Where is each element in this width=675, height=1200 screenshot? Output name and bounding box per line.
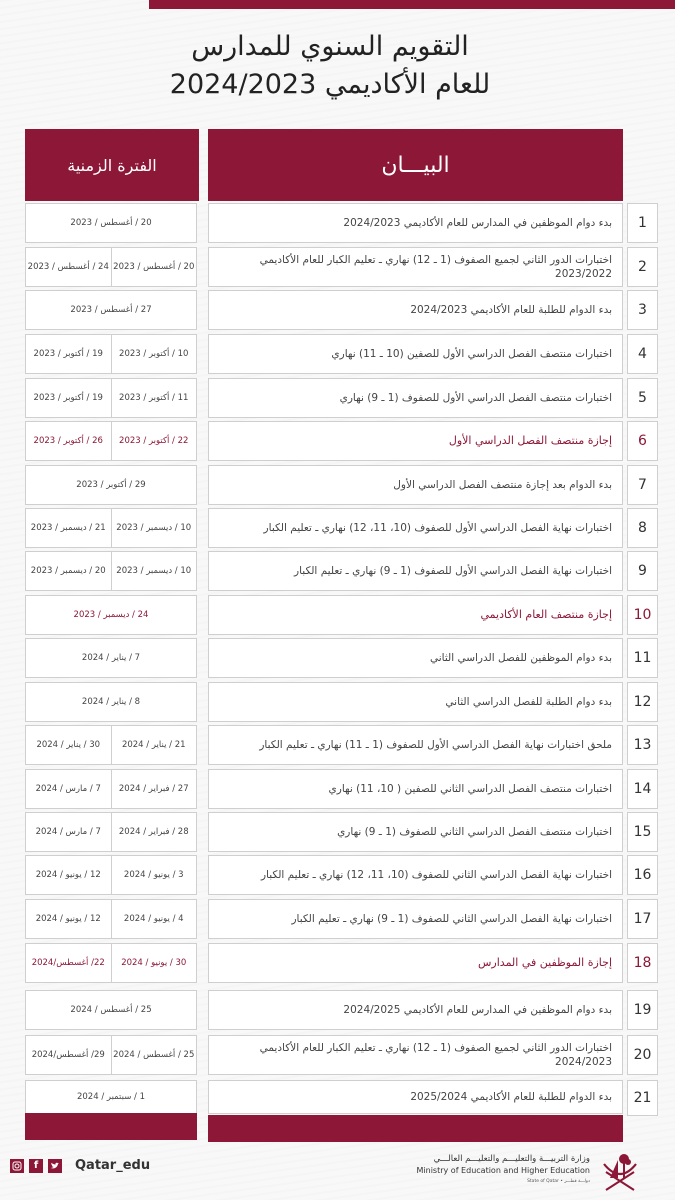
description-cell: اختبارات الدور الثاني لجميع الصفوف (1 ـ 12) نهاري ـ تعليم الكبار للعام الأكاديمي 2023/2022 <box>208 247 623 287</box>
column-header-description: البيـــان <box>208 129 623 201</box>
start-date: 10 / ديسمبر / 2023 <box>116 523 192 533</box>
row-number: 17 <box>627 899 658 939</box>
start-date: 28 / فبراير / 2024 <box>118 827 189 837</box>
row-number: 8 <box>627 508 658 548</box>
description-cell: بدء الدوام للطلبة للعام الأكاديمي 2025/2024 <box>208 1080 623 1114</box>
row-number: 7 <box>627 465 658 505</box>
row-number: 16 <box>627 855 658 895</box>
start-date: 27 / أغسطس / 2023 <box>70 305 152 315</box>
qatar-emblem-icon <box>598 1150 642 1194</box>
start-date: 1 / سبتمبر / 2024 <box>76 1092 146 1102</box>
description-cell: بدء الدوام بعد إجازة منتصف الفصل الدراسي الأول <box>208 465 623 505</box>
period-cell <box>25 465 197 505</box>
row-number: 9 <box>627 551 658 591</box>
row-number: 12 <box>627 682 658 722</box>
start-date: 25 / أغسطس / 2024 <box>113 1050 195 1060</box>
period-cell <box>25 203 197 243</box>
period-cell <box>25 855 197 895</box>
end-date: 21 / ديسمبر / 2023 <box>26 509 112 547</box>
end-date: 19 / أكتوبر / 2023 <box>26 379 112 417</box>
facebook-icon[interactable]: f <box>29 1159 43 1173</box>
row-number: 6 <box>627 421 658 461</box>
start-date: 10 / أكتوبر / 2023 <box>119 349 189 359</box>
description-cell: اختبارات منتصف الفصل الدراسي الثاني للصفوف (1 ـ 9) نهاري <box>208 812 623 852</box>
start-date: 30 / يونيو / 2024 <box>121 958 187 968</box>
page-title-line2: للعام الأكاديمي 2024/2023 <box>169 69 491 100</box>
row-number: 3 <box>627 290 658 330</box>
description-cell: اختبارات منتصف الفصل الدراسي الأول للصفين (10 ـ 11) نهاري <box>208 334 623 374</box>
top-accent-bar <box>149 0 675 9</box>
row-number: 1 <box>627 203 658 243</box>
period-cell <box>25 1080 197 1114</box>
table-footer-bar-left <box>25 1113 197 1140</box>
row-number: 14 <box>627 769 658 809</box>
description-cell: اختبارات نهاية الفصل الدراسي الثاني للصفوف (10، 11، 12) نهاري ـ تعليم الكبار <box>208 855 623 895</box>
description-cell: ملحق اختبارات نهاية الفصل الدراسي الأول للصفوف (1 ـ 11) نهاري ـ تعليم الكبار <box>208 725 623 765</box>
start-date: 20 / أغسطس / 2023 <box>70 218 152 228</box>
period-cell <box>25 421 197 461</box>
description-cell: اختبارات نهاية الفصل الدراسي الثاني للصفوف (1 ـ 9) نهاري ـ تعليم الكبار <box>208 899 623 939</box>
start-date: 8 / يناير / 2024 <box>81 697 141 707</box>
period-cell <box>25 682 197 722</box>
table-footer-bar-right <box>208 1115 623 1142</box>
period-cell <box>25 378 197 418</box>
end-date: 7 / مارس / 2024 <box>26 813 112 851</box>
period-cell <box>25 595 197 635</box>
start-date: 4 / يونيو / 2024 <box>123 914 184 924</box>
ministry-logo <box>416 1150 650 1194</box>
start-date: 25 / أغسطس / 2024 <box>70 1005 152 1015</box>
period-cell <box>25 1035 197 1075</box>
ministry-name-arabic: وزارة التربيـــة والتعليـــم والتعليـــم العالـــي <box>433 1154 590 1164</box>
end-date: 26 / أكتوبر / 2023 <box>26 422 112 460</box>
period-cell <box>25 899 197 939</box>
period-cell <box>25 812 197 852</box>
row-number: 4 <box>627 334 658 374</box>
start-date: 27 / فبراير / 2024 <box>118 784 189 794</box>
end-date: 20 / ديسمبر / 2023 <box>26 552 112 590</box>
start-date: 7 / يناير / 2024 <box>81 653 141 663</box>
description-cell: اختبارات منتصف الفصل الدراسي الأول للصفوف (1 ـ 9) نهاري <box>208 378 623 418</box>
period-cell <box>25 334 197 374</box>
description-cell: بدء الدوام للطلبة للعام الأكاديمي 2024/2023 <box>208 290 623 330</box>
description-cell: اختبارات الدور الثاني لجميع الصفوف (1 ـ 12) نهاري ـ تعليم الكبار للعام الأكاديمي 2024/2023 <box>208 1035 623 1075</box>
start-date: 20 / أغسطس / 2023 <box>113 262 195 272</box>
social-links <box>10 1158 150 1173</box>
start-date: 29 / أكتوبر / 2023 <box>76 480 146 490</box>
period-cell <box>25 638 197 678</box>
description-cell: إجازة منتصف الفصل الدراسي الأول <box>208 421 623 461</box>
start-date: 10 / ديسمبر / 2023 <box>116 566 192 576</box>
description-cell: بدء دوام الموظفين في المدارس للعام الأكاديمي 2024/2025 <box>208 990 623 1030</box>
column-header-period: الفترة الزمنية <box>25 129 199 201</box>
row-number: 5 <box>627 378 658 418</box>
end-date: 12 / يونيو / 2024 <box>26 900 112 938</box>
row-number: 10 <box>627 595 658 635</box>
social-handle[interactable]: Qatar_edu <box>75 1158 151 1173</box>
row-number: 20 <box>627 1035 658 1075</box>
period-cell <box>25 247 197 287</box>
row-number: 11 <box>627 638 658 678</box>
start-date: 21 / يناير / 2024 <box>121 740 186 750</box>
page-title-line1: التقويم السنوي للمدارس <box>191 31 469 62</box>
description-cell: إجازة منتصف العام الأكاديمي <box>208 595 623 635</box>
start-date: 3 / يونيو / 2024 <box>123 870 184 880</box>
period-cell <box>25 990 197 1030</box>
end-date: 22/ أغسطس/2024 <box>26 944 112 982</box>
row-number: 15 <box>627 812 658 852</box>
description-cell: إجازة الموظفين في المدارس <box>208 943 623 983</box>
start-date: 22 / أكتوبر / 2023 <box>119 436 189 446</box>
end-date: 12 / يونيو / 2024 <box>26 856 112 894</box>
description-cell: اختبارات نهاية الفصل الدراسي الأول للصفوف (10، 11، 12) نهاري ـ تعليم الكبار <box>208 508 623 548</box>
end-date: 29/ أغسطس/2024 <box>26 1036 112 1074</box>
instagram-icon[interactable] <box>10 1159 24 1173</box>
end-date: 24 / أغسطس / 2023 <box>26 248 112 286</box>
end-date: 7 / مارس / 2024 <box>26 770 112 808</box>
period-cell <box>25 551 197 591</box>
period-cell <box>25 508 197 548</box>
description-cell: بدء دوام الطلبة للفصل الدراسي الثاني <box>208 682 623 722</box>
row-number: 19 <box>627 990 658 1030</box>
row-number: 13 <box>627 725 658 765</box>
row-number: 21 <box>627 1080 658 1116</box>
description-cell: بدء دوام الموظفين في المدارس للعام الأكاديمي 2024/2023 <box>208 203 623 243</box>
period-cell <box>25 290 197 330</box>
description-cell: اختبارات منتصف الفصل الدراسي الثاني للصفين ( 10، 11) نهاري <box>208 769 623 809</box>
start-date: 24 / ديسمبر / 2023 <box>73 610 149 620</box>
description-cell: اختبارات نهاية الفصل الدراسي الأول للصفوف (1 ـ 9) نهاري ـ تعليم الكبار <box>208 551 623 591</box>
row-number: 18 <box>627 943 658 983</box>
twitter-icon[interactable] <box>48 1159 62 1173</box>
end-date: 19 / أكتوبر / 2023 <box>26 335 112 373</box>
ministry-name-english: Ministry of Education and Higher Education <box>416 1166 590 1175</box>
period-cell <box>25 943 197 983</box>
period-cell <box>25 769 197 809</box>
row-number: 2 <box>627 247 658 287</box>
period-cell <box>25 725 197 765</box>
state-of-qatar-label: State of Qatar • دولـــة قطـــر <box>527 1179 590 1184</box>
start-date: 11 / أكتوبر / 2023 <box>119 393 189 403</box>
end-date: 30 / يناير / 2024 <box>26 726 112 764</box>
description-cell: بدء دوام الموظفين للفصل الدراسي الثاني <box>208 638 623 678</box>
